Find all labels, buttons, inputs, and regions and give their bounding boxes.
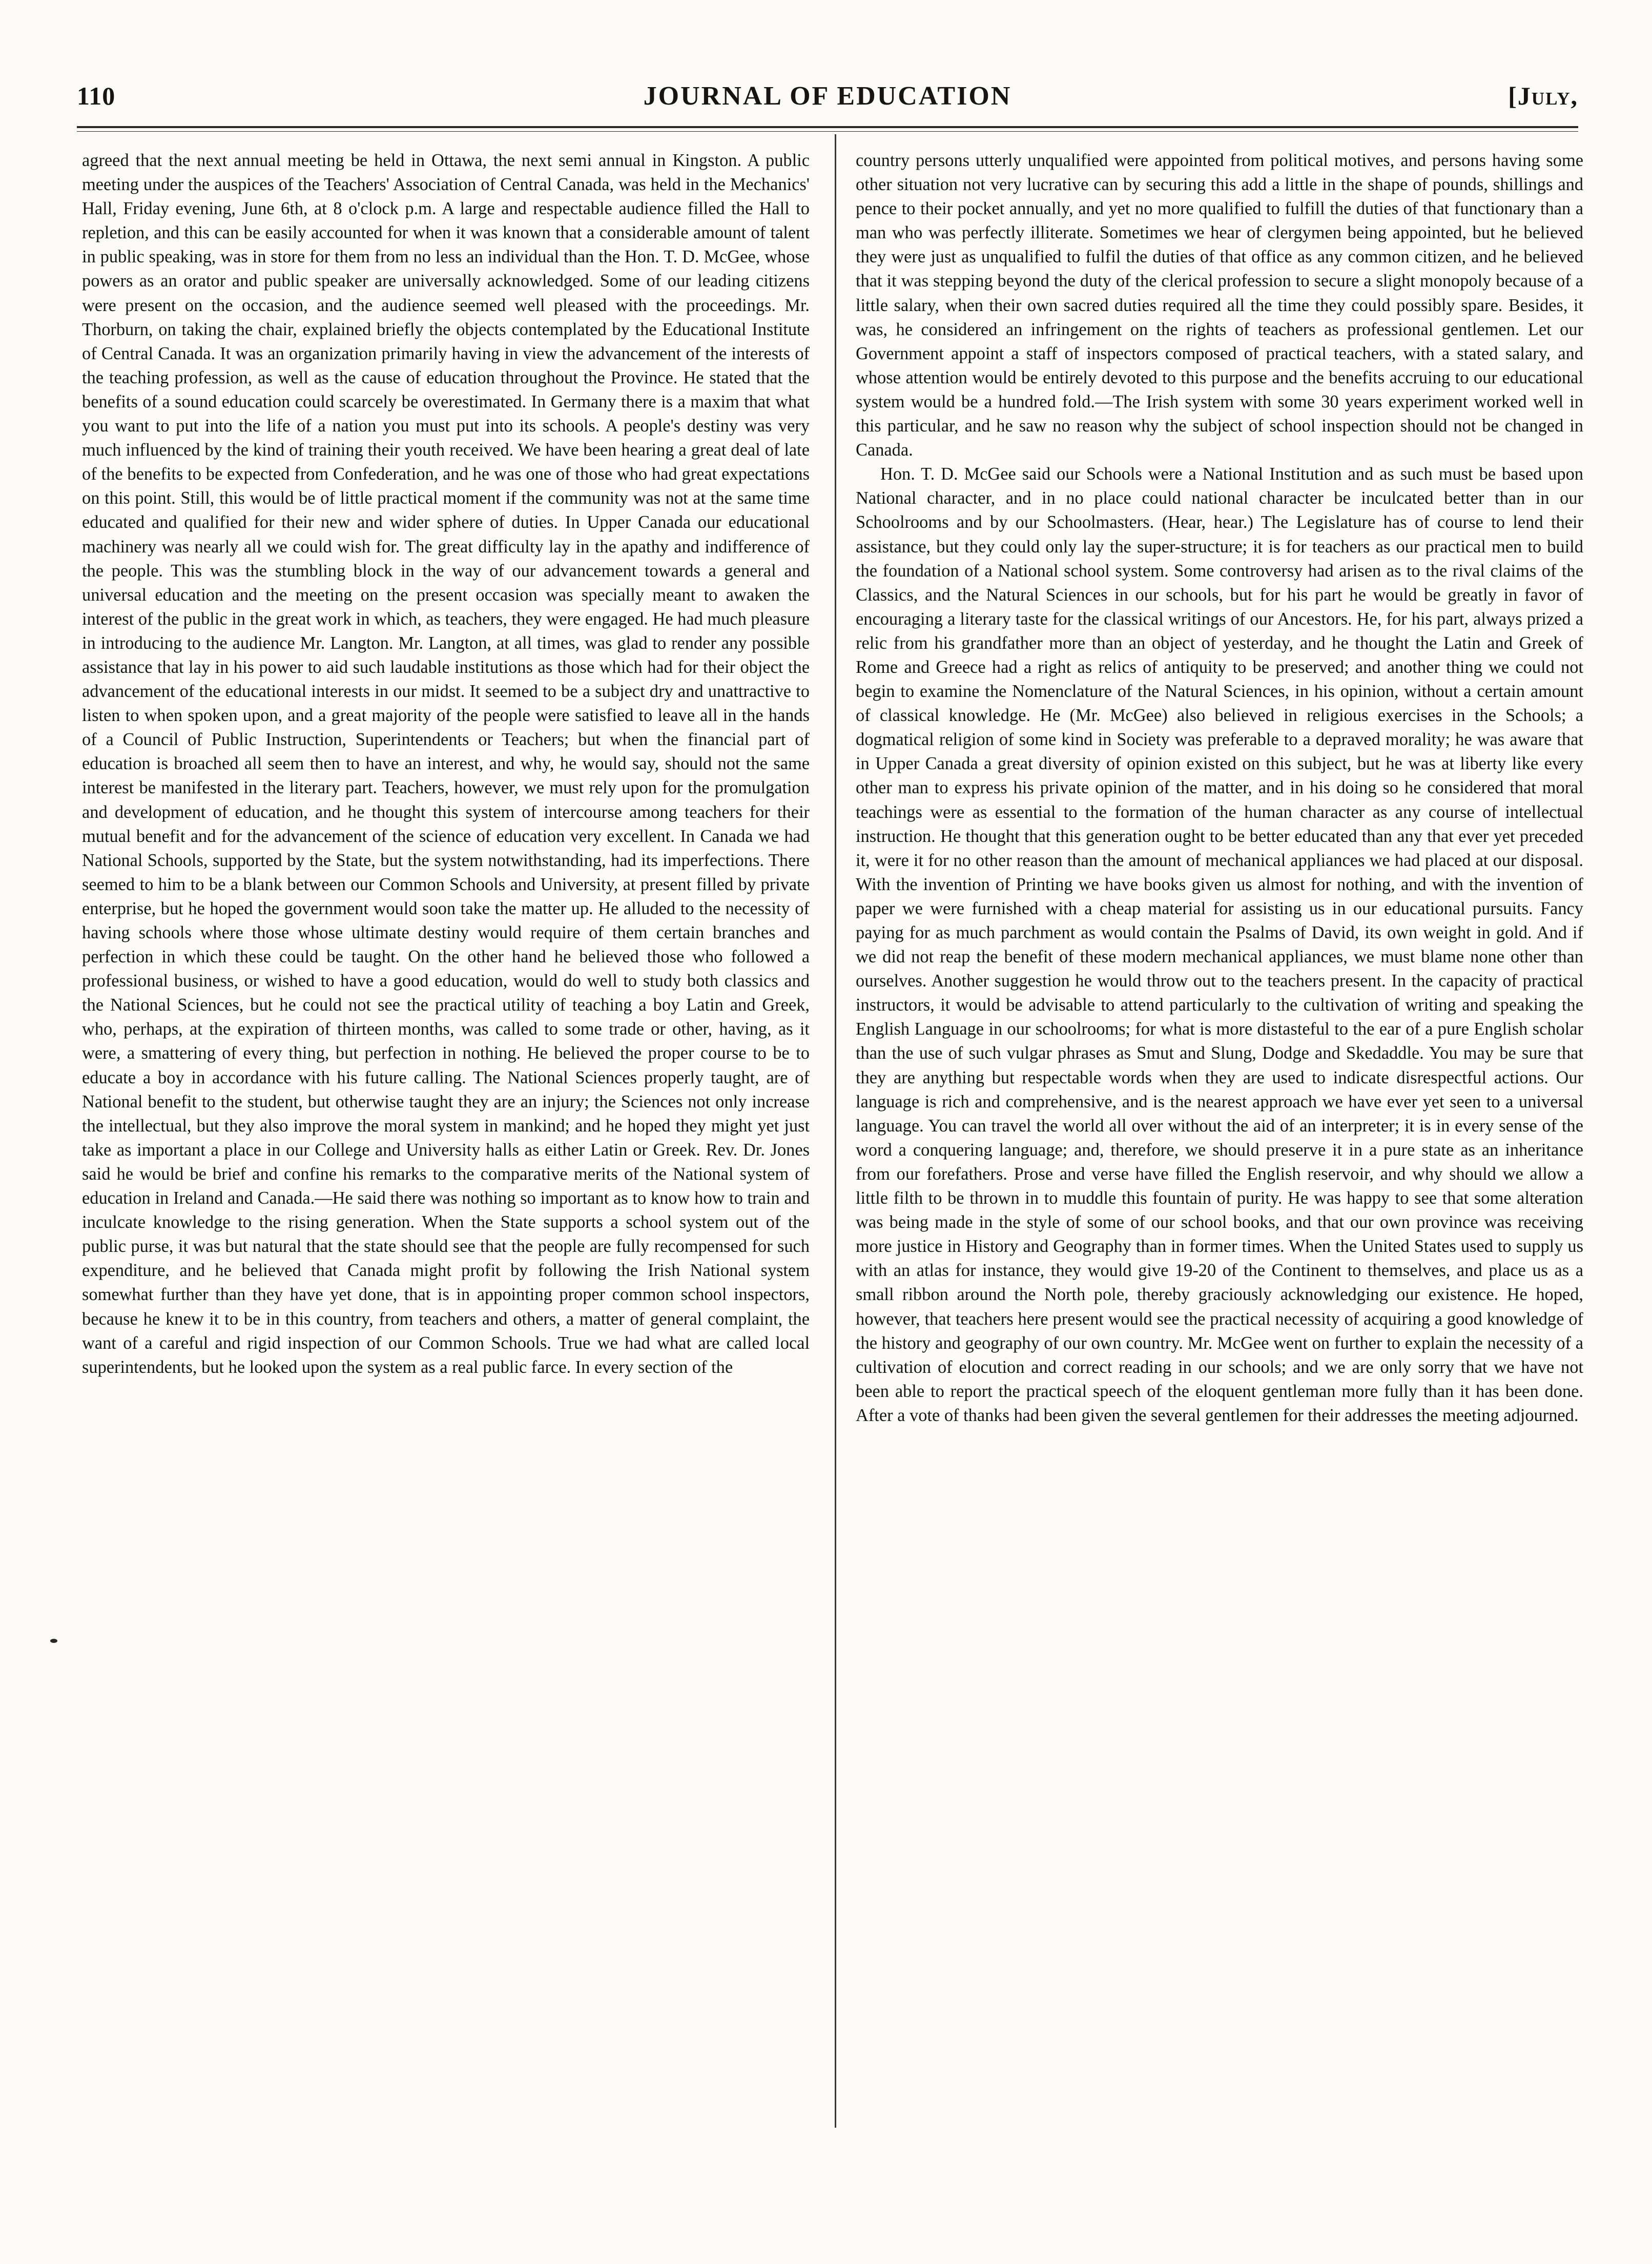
issue-month: [July,: [1508, 81, 1578, 110]
right-paragraph-1: country persons utterly unqualified were appointed from political motives, and persons having some other situation not very lucrative can by securing this add a little in the shape of pounds, shillings and pence to their pocket annually, and yet no more qualified to fulfill the duties of that functionary than a man who was perfectly illiterate. Sometimes we hear of clergymen being appointed, but he believed they were just as unqualified to fulfil the duties of that office as any common citizen, and he believed that it was stepping beyond the duty of the clerical profession to secure a slight monopoly because of a little salary, when their own sacred duties required all the time they could possibly spare. Besides, it was, he considered an infringement on the rights of teachers as professional gentlemen. Let our Government appoint a staff of inspectors composed of practical teachers, with a stated salary, and whose attention would be entirely devoted to this purpose and the benefits accruing to our educational system would be a hundred fold.—The Irish system with some 30 years experiment worked well in this particular, and he saw no reason why the subject of school inspection should not be changed in Canada.: [856, 151, 1583, 460]
header-rule: [77, 126, 1578, 128]
header-rule-thin: [77, 131, 1578, 132]
column-divider: [835, 134, 836, 2128]
right-paragraph-2: Hon. T. D. McGee said our Schools were a National Institution and as such must be based upon National character, and in no place could national character be inculcated better than in our Schoolrooms and by our Schoolmasters. (Hear, hear.) The Legislature has of course to lend their assistance, but they could only lay the super-structure; it is for teachers as our practical men to build the foundation of a National school system. Some controversy had arisen as to the rival claims of the Classics, and the Natural Sciences in our schools, but for his part he would be greatly in favor of encouraging a literary taste for the classical writings of our Ancestors. He, for his part, always prized a relic from his grandfather more than an object of yesterday, and he thought the Latin and Greek of Rome and Greece had a right as relics of antiquity to be preserved; and another thing we could not begin to examine the Nomenclature of the Natural Sciences, in his opinion, without a certain amount of classical knowledge. He (Mr. McGee) also believed in religious exercises in the Schools; a dogmatical religion of some kind in Society was preferable to a depraved morality; he was aware that in Upper Canada a great diversity of opinion existed on this subject, but he was at liberty like every other man to express his private opinion of the matter, and in his doing so he considered that moral teachings were as essential to the formation of the human character as any course of intellectual instruction. He thought that this generation ought to be better educated than any that ever yet preceded it, were it for no other reason than the amount of mechanical appliances we had placed at our disposal. With the invention of Printing we have books given us almost for nothing, and with the invention of paper we were furnished with a cheap material for assisting us in our educational pursuits. Fancy paying for as much parchment as would contain the Psalms of David, its own weight in gold. And if we did not reap the benefit of these modern mechanical appliances, we must blame none other than ourselves. Another suggestion he would throw out to the teachers present. In the capacity of practical instructors, it would be advisable to attend particularly to the cultivation of writing and speaking the English Language in our schoolrooms; for what is more distasteful to the ear of a pure English scholar than the use of such vulgar phrases as Smut and Slung, Dodge and Skedaddle. You may be sure that they are anything but respectable words when they are used to indicate disrespectful actions. Our language is rich and comprehensive, and is the nearest approach we have ever yet seen to a universal language. You can travel the world all over without the aid of an interpreter; it is in every sense of the word a conquering language; and, therefore, we should preserve it in a pure state as an inheritance from our forefathers. Prose and verse have filled the English reservoir, and why should we allow a little filth to be thrown in to muddle this fountain of purity. He was happy to see that some alteration was being made in the style of some of our school books, and that our own province was receiving more justice in History and Geography than in former times. When the United States used to supply us with an atlas for instance, they would give 19-20 of the Continent to themselves, and place us as a small ribbon around the North pole, thereby graciously acknowledging our existence. He hoped, however, that teachers here present would see the practical necessity of acquiring a good knowledge of the history and geography of our own country. Mr. McGee went on further to explain the necessity of a cultivation of elocution and correct reading in our schools; and we are only sorry that we have not been able to report the practical speech of the eloquent gentleman more fully than it has been done. After a vote of thanks had been given the several gentlemen for their addresses the meeting adjourned.: [856, 464, 1583, 1425]
left-column: [82, 149, 810, 1380]
page-number: 110: [77, 81, 116, 110]
left-paragraph-1: agreed that the next annual meeting be held in Ottawa, the next semi annual in Kingston. A public meeting under the auspices of the Teachers' Association of Central Canada, was held in the Mechanics' Hall, Friday evening, June 6th, at 8 o'clock p.m. A large and respectable audience filled the Hall to repletion, and this can be easily accounted for when it was known that a considerable amount of talent in public speaking, was in store for them from no less an individual than the Hon. T. D. McGee, whose powers as an orator and public speaker are universally acknowledged. Some of our leading citizens were present on the occasion, and the audience seemed well pleased with the proceedings. Mr. Thorburn, on taking the chair, explained briefly the objects contemplated by the Educational Institute of Central Canada. It was an organization primarily having in view the advancement of the interests of the teaching profession, as well as the cause of education throughout the Province. He stated that the benefits of a sound education could scarcely be overestimated. In Germany there is a maxim that what you want to put into the life of a nation you must put into its schools. A people's destiny was very much influenced by the kind of training their youth received. We have been hearing a great deal of late of the benefits to be expected from Confederation, and he was one of those who had great expectations on this point. Still, this would be of little practical moment if the community was not at the same time educated and qualified for their new and wider sphere of duties. In Upper Canada our educational machinery was nearly all we could wish for. The great difficulty lay in the apathy and indifference of the people. This was the stumbling block in the way of our advancement towards a general and universal education and the meeting on the present occasion was specially meant to awaken the interest of the public in the great work in which, as teachers, they were engaged. He had much pleasure in introducing to the audience Mr. Langton. Mr. Langton, at all times, was glad to render any possible assistance that lay in his power to aid such laudable institutions as those which had for their object the advancement of the educational interests in our midst. It seemed to be a subject dry and unattractive to listen to when spoken upon, and a great majority of the people were satisfied to leave all in the hands of a Council of Public Instruction, Superintendents or Teachers; but when the financial part of education is broached all seem then to have an interest, and why, he would say, should not the same interest be manifested in the literary part. Teachers, however, we must rely upon for the promulgation and development of education, and he thought this system of intercourse among teachers for their mutual benefit and for the advancement of the science of education very excellent. In Canada we had National Schools, supported by the State, but the system notwithstanding, had its imperfections. There seemed to him to be a blank between our Common Schools and University, at present filled by private enterprise, but he hoped the government would soon take the matter up. He alluded to the necessity of having schools where those whose ultimate destiny would require of them certain branches and perfection in which these could be taught. On the other hand he believed those who followed a professional business, or wished to have a good education, would do well to study both classics and the National Sciences, but he could not see the practical utility of teaching a boy Latin and Greek, who, perhaps, at the expiration of thirteen months, was called to some trade or other, having, as it were, a smattering of every thing, but perfection in nothing. He believed the proper course to be to educate a boy in accordance with his future calling. The National Sciences properly taught, are of National benefit to the student, but otherwise taught they are an injury; the Sciences not only increase the intellectual, but they also improve the moral system in mankind; and he hoped they might yet just take as important a place in our College and University halls as either Latin or Greek. Rev. Dr. Jones said he would be brief and confine his remarks to the comparative merits of the National system of education in Ireland and Canada.—He said there was nothing so important as to know how to train and inculcate knowledge to the rising generation. When the State supports a school system out of the public purse, it was but natural that the state should see that the people are fully recompensed for such expenditure, and he believed that Canada might profit by following the Irish National system somewhat further than they have yet done, that is in appointing proper common school inspectors, because he knew it to be in this country, from teachers and others, a matter of general complaint, the want of a careful and rigid inspection of our Common Schools. True we had what are called local superintendents, but he looked upon the system as a real public farce. In every section of the: [82, 151, 810, 1377]
right-column: [856, 149, 1583, 1428]
ink-mark: [50, 1639, 57, 1643]
journal-title: JOURNAL OF EDUCATION: [643, 81, 1012, 111]
running-header: [77, 77, 1578, 118]
